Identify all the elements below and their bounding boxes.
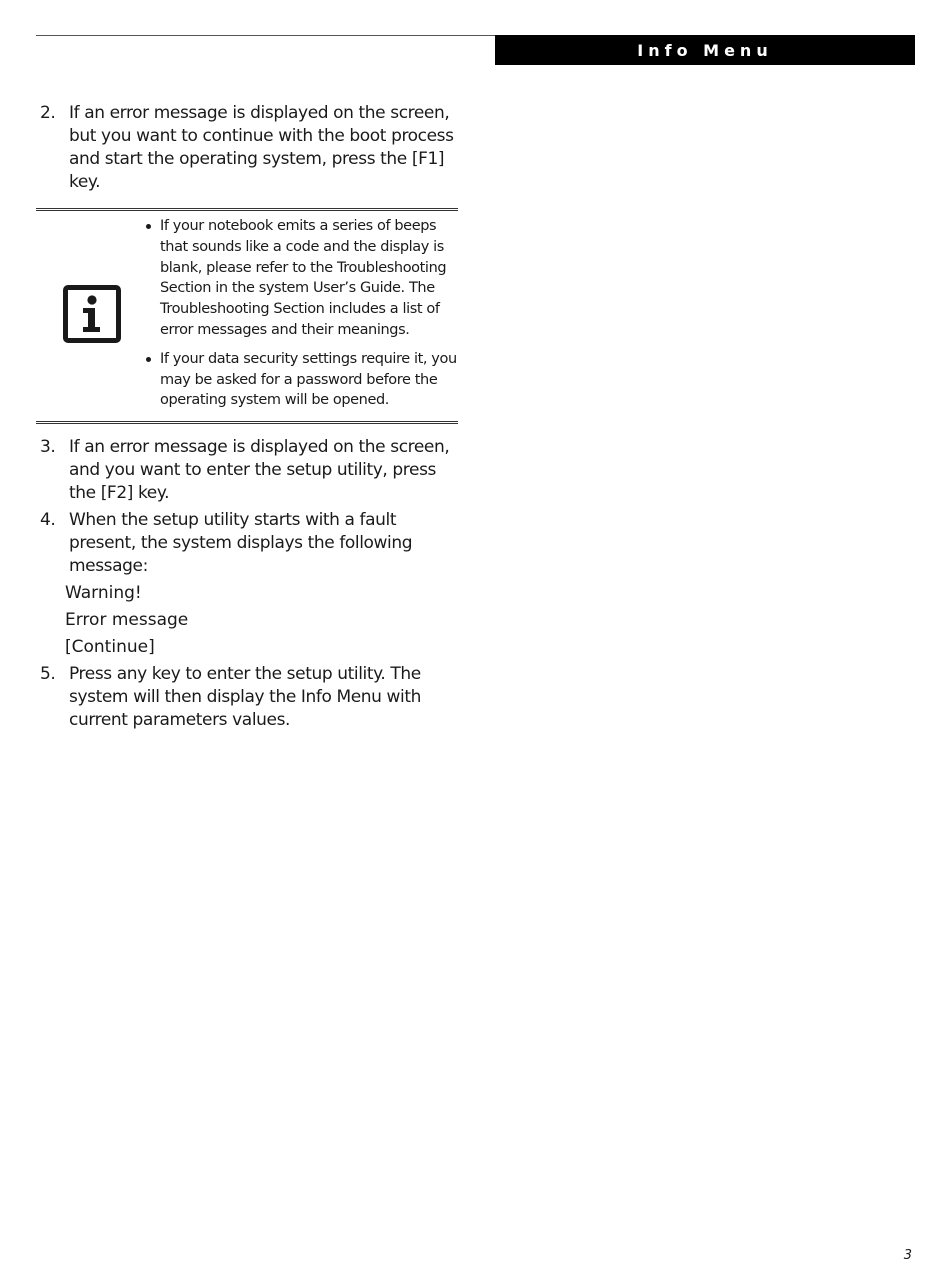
step-4 [36,509,458,578]
bullet-icon [146,357,151,362]
note-icon-column [36,216,139,411]
step-number: 4. [40,510,56,531]
step-text: If an error message is displayed on the screen, and you want to enter the setup utility, press the [F2] key. [69,437,450,504]
step-5 [36,663,458,732]
step-3 [36,436,458,505]
message-line-continue: [Continue] [65,637,155,658]
page-number: 3 [903,1248,912,1263]
note-bullet-text: If your data security settings require it, you may be asked for a password before the operating system will be opened. [160,350,457,409]
step-2 [36,102,458,194]
message-line-error: Error message [65,610,189,631]
step-text: Press any key to enter the setup utility. The system will then display the Info Menu with current parameters values. [69,664,422,731]
note-bullet-item [139,216,458,341]
note-bullet-list [139,216,458,411]
header-rule [36,35,495,36]
step-number: 2. [40,103,56,123]
step-text: When the setup utility starts with a fault present, the system displays the following message: [69,510,413,577]
section-title: Info Menu [637,40,773,60]
message-line-warning: Warning! [65,583,142,604]
note-bullet-text: If your notebook emits a series of beeps that sounds like a code and the display is blank, please refer to the Troubleshooting Section in the system User’s Guide. The Troubleshooting Section includes a list of error messages and their meanings. [160,218,447,338]
step-text: If an error message is displayed on the screen, but you want to continue with the boot process and start the operating system, press the [F1] key. [69,103,454,192]
info-icon [63,285,121,343]
bullet-icon [146,224,151,229]
step-number: 5. [40,664,56,685]
note-bullet-item [139,349,458,411]
step-number: 3. [40,437,56,458]
section-header-bar [495,35,915,65]
main-content [36,102,458,732]
info-note-box [36,208,458,424]
